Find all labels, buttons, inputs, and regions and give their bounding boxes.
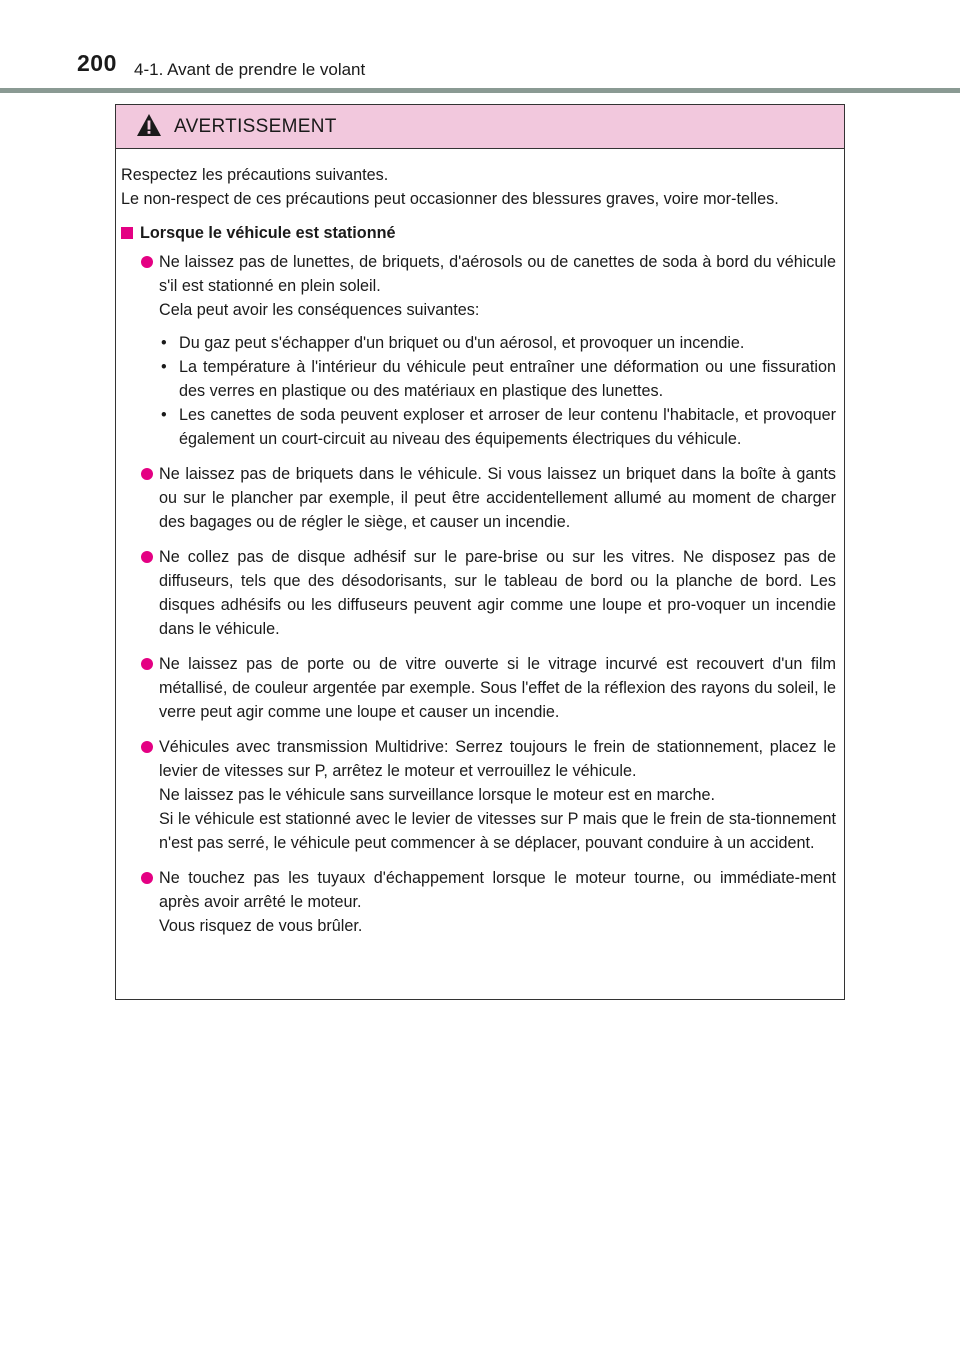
intro-line: Respectez les précautions suivantes. [121, 166, 389, 184]
list-item [121, 652, 836, 724]
round-bullet-icon [141, 741, 153, 753]
square-bullet-icon [121, 227, 133, 239]
list-item [121, 462, 836, 534]
round-bullet-icon [141, 551, 153, 563]
sub-list [159, 331, 836, 451]
list-item [121, 735, 836, 855]
bullet-text: Vous risquez de vous brûler. [159, 917, 363, 935]
bullet-text: Ne touchez pas les tuyaux d'échappement lorsque le moteur tourne, ou immédiate-ment après avoir arrêté le moteur. [159, 869, 836, 911]
subheading [121, 221, 836, 245]
page-number: 200 [77, 50, 117, 76]
subheading-text: Lorsque le véhicule est stationné [140, 224, 396, 242]
bullet-text: Ne laissez pas de briquets dans le véhicule. Si vous laissez un briquet dans la boîte à gants ou sur le plancher par exemple, il peut être accidentellement allumé au moment de charger des bagages ou de régler le siège, et causer un incendie. [159, 465, 836, 531]
warning-title: AVERTISSEMENT [174, 116, 337, 137]
bullet-text: Si le véhicule est stationné avec le levier de vitesses sur P mais que le frein de sta-tionnement n'est pas serré, le véhicule peut commencer à se déplacer, pouvant conduire à un accident. [159, 810, 836, 852]
list-item [121, 866, 836, 938]
list-item [121, 545, 836, 641]
round-bullet-icon [141, 872, 153, 884]
bullet-text: Véhicules avec transmission Multidrive: Serrez toujours le frein de stationnement, placez le levier de vitesses sur P, arrêtez le moteur et verrouillez le véhicule. [159, 738, 836, 780]
warning-triangle-icon [136, 113, 162, 137]
intro-line: Le non-respect de ces précautions peut occasionner des blessures graves, voire mor-telles. [121, 190, 779, 208]
warning-box [115, 104, 845, 1000]
list-item [121, 250, 836, 451]
round-bullet-icon [141, 256, 153, 268]
section-title: 4-1. Avant de prendre le volant [134, 60, 366, 79]
bullet-text: Cela peut avoir les conséquences suivantes: [159, 301, 480, 319]
warning-header [116, 105, 844, 149]
page-header [0, 0, 960, 96]
bullet-text: Ne collez pas de disque adhésif sur le pare-brise ou sur les vitres. Ne disposez pas de diffuseurs, tels que des désodorisants, sur le tableau de bord ou la planche de bord. Les disques adhésifs ou les diffuseurs peuvent agir comme une loupe et pro-voquer un incendie dans le véhicule. [159, 548, 836, 638]
bullet-text: Ne laissez pas de porte ou de vitre ouverte si le vitrage incurvé est recouvert d'un film métallisé, de couleur argentée par exemple. Sous l'effet de la réflexion des rayons du soleil, le verre peut agir comme une loupe et causer un incendie. [159, 655, 836, 721]
warning-content [116, 149, 844, 938]
sub-list-item: • Les canettes de soda peuvent exploser et arroser de leur contenu l'habitacle, et provoquer également un court-circuit au niveau des équipements électriques du véhicule. [159, 403, 836, 451]
round-bullet-icon [141, 658, 153, 670]
bullet-text: Ne laissez pas de lunettes, de briquets, d'aérosols ou de canettes de soda à bord du véhicule s'il est stationné en plein soleil. [159, 253, 836, 295]
warning-intro [121, 163, 836, 211]
round-bullet-icon [141, 468, 153, 480]
sub-list-item: • La température à l'intérieur du véhicule peut entraîner une déformation ou une fissuration des verres en plastique ou des matériaux en plastique des lunettes. [159, 355, 836, 403]
bullet-text: Ne laissez pas le véhicule sans surveillance lorsque le moteur est en marche. [159, 786, 716, 804]
sub-list-item: • Du gaz peut s'échapper d'un briquet ou d'un aérosol, et provoquer un incendie. [159, 331, 836, 355]
header-divider [0, 88, 960, 93]
